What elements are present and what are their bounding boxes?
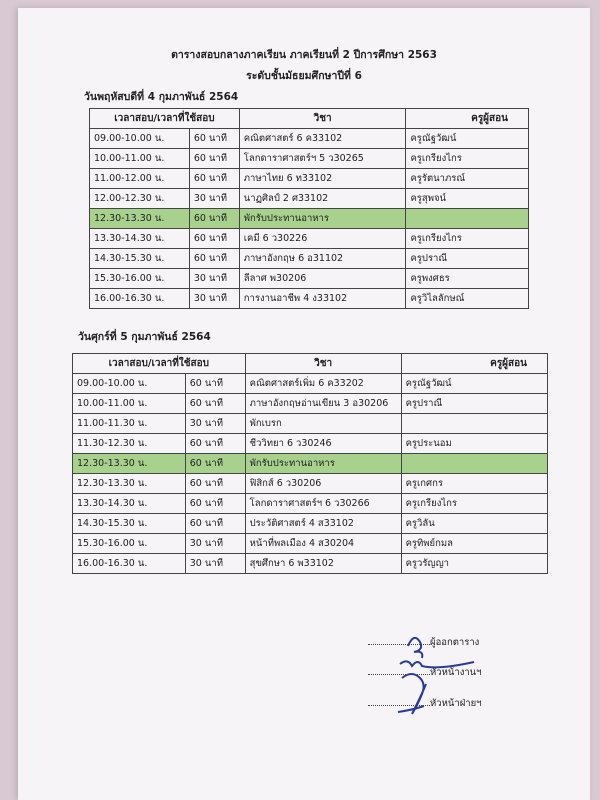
duration-cell: 60 นาที — [189, 229, 239, 249]
time-cell: 15.30-16.00 น. — [73, 534, 186, 554]
time-cell: 13.30-14.30 น. — [90, 229, 190, 249]
duration-cell: 30 นาที — [189, 189, 239, 209]
teacher-cell: ครูณัฐวัฒน์ — [401, 374, 547, 394]
document-page — [18, 8, 590, 800]
subject-cell: สุขศึกษา 6 พ33102 — [245, 554, 401, 574]
teacher-cell: ครูปราณี — [406, 249, 529, 269]
table-row — [73, 514, 548, 534]
table-row — [90, 149, 529, 169]
table-row — [73, 474, 548, 494]
header-time: เวลาสอบ/เวลาที่ใช้สอบ — [90, 109, 240, 129]
signature-role-label: หัวหน้าฝ่ายฯ — [430, 698, 482, 709]
teacher-cell — [401, 414, 547, 434]
duration-cell: 60 นาที — [189, 209, 239, 229]
duration-cell: 30 นาที — [189, 289, 239, 309]
teacher-cell: ครูพงศธร — [406, 269, 529, 289]
teacher-cell: ครูเกรียงไกร — [406, 229, 529, 249]
table-row — [90, 129, 529, 149]
time-cell: 09.00-10.00 น. — [73, 374, 186, 394]
duration-cell: 60 นาที — [185, 514, 245, 534]
teacher-cell: ครูวรัญญา — [401, 554, 547, 574]
subject-cell: การงานอาชีพ 4 ง33102 — [239, 289, 406, 309]
duration-cell: 30 นาที — [185, 554, 245, 574]
table-row — [73, 394, 548, 414]
time-cell: 11.00-12.00 น. — [90, 169, 190, 189]
time-cell: 10.00-11.00 น. — [90, 149, 190, 169]
subject-cell: โลกดาราศาสตร์ฯ 6 ว30266 — [245, 494, 401, 514]
subject-cell: คณิตศาสตร์ 6 ค33102 — [239, 129, 406, 149]
table-row — [73, 454, 548, 474]
duration-cell: 60 นาที — [185, 394, 245, 414]
teacher-cell: ครูรัตนาภรณ์ — [406, 169, 529, 189]
subject-cell: เคมี 6 ว30226 — [239, 229, 406, 249]
time-cell: 14.30-15.30 น. — [73, 514, 186, 534]
table-row — [90, 189, 529, 209]
document-subtitle: ระดับชั้นมัธยมศึกษาปีที่ 6 — [246, 70, 362, 82]
day1-exam-table — [89, 108, 529, 309]
table-row — [90, 169, 529, 189]
teacher-cell: ครูณัฐวัฒน์ — [406, 129, 529, 149]
teacher-cell: ครูปราณี — [401, 394, 547, 414]
time-cell: 16.00-16.30 น. — [90, 289, 190, 309]
duration-cell: 60 นาที — [189, 129, 239, 149]
subject-cell: ภาษาไทย 6 ท33102 — [239, 169, 406, 189]
table-row — [90, 229, 529, 249]
header-teacher: ครูผู้สอน — [401, 354, 547, 374]
teacher-cell: ครูทิพย์กมล — [401, 534, 547, 554]
subject-cell: ชีววิทยา 6 ว30246 — [245, 434, 401, 454]
duration-cell: 60 นาที — [189, 249, 239, 269]
table-row — [73, 374, 548, 394]
header-teacher: ครูผู้สอน — [406, 109, 529, 129]
teacher-cell: ครูประนอม — [401, 434, 547, 454]
header-subject: วิชา — [245, 354, 401, 374]
handwritten-signature — [378, 618, 488, 728]
subject-cell: หน้าที่พลเมือง 4 ส30204 — [245, 534, 401, 554]
subject-cell: พักรับประทานอาหาร — [245, 454, 401, 474]
subject-cell: โลกดาราศาสตร์ฯ 5 ว30265 — [239, 149, 406, 169]
subject-cell: นาฏศิลป์ 2 ศ33102 — [239, 189, 406, 209]
subject-cell: ประวัติศาสตร์ 4 ส33102 — [245, 514, 401, 534]
table-header-row — [90, 109, 529, 129]
duration-cell: 60 นาที — [189, 149, 239, 169]
time-cell: 12.30-13.30 น. — [73, 454, 186, 474]
duration-cell: 60 นาที — [185, 474, 245, 494]
table-row — [73, 554, 548, 574]
teacher-cell: ครูเกรียงไกร — [401, 494, 547, 514]
time-cell: 10.00-11.00 น. — [73, 394, 186, 414]
subject-cell: ภาษาอังกฤษอ่านเขียน 3 อ30206 — [245, 394, 401, 414]
header-time: เวลาสอบ/เวลาที่ใช้สอบ — [73, 354, 246, 374]
duration-cell: 30 นาที — [185, 414, 245, 434]
time-cell: 11.00-11.30 น. — [73, 414, 186, 434]
table-row — [73, 414, 548, 434]
subject-cell: พักเบรก — [245, 414, 401, 434]
time-cell: 12.30-13.30 น. — [73, 474, 186, 494]
teacher-cell: ครูเกศกร — [401, 474, 547, 494]
subject-cell: ภาษาอังกฤษ 6 อ31102 — [239, 249, 406, 269]
teacher-cell: ครูวิลัน — [401, 514, 547, 534]
duration-cell: 60 นาที — [185, 454, 245, 474]
teacher-cell — [406, 209, 529, 229]
subject-cell: ฟิสิกส์ 6 ว30206 — [245, 474, 401, 494]
table-row — [73, 434, 548, 454]
table-row — [90, 269, 529, 289]
teacher-cell: ครูเกรียงไกร — [406, 149, 529, 169]
time-cell: 12.00-12.30 น. — [90, 189, 190, 209]
duration-cell: 60 นาที — [185, 434, 245, 454]
duration-cell: 60 นาที — [185, 494, 245, 514]
signature-role-label: หัวหน้างานฯ — [430, 667, 482, 678]
table-row — [73, 534, 548, 554]
table-row — [90, 209, 529, 229]
table-row — [90, 289, 529, 309]
teacher-cell: ครูวิไลลักษณ์ — [406, 289, 529, 309]
time-cell: 12.30-13.30 น. — [90, 209, 190, 229]
time-cell: 14.30-15.30 น. — [90, 249, 190, 269]
duration-cell: 30 นาที — [185, 534, 245, 554]
table-row — [90, 249, 529, 269]
table-header-row — [73, 354, 548, 374]
day2-label: วันศุกร์ที่ 5 กุมภาพันธ์ 2564 — [78, 331, 211, 343]
teacher-cell — [401, 454, 547, 474]
time-cell: 13.30-14.30 น. — [73, 494, 186, 514]
day1-label: วันพฤหัสบดีที่ 4 กุมภาพันธ์ 2564 — [84, 91, 239, 103]
duration-cell: 60 นาที — [185, 374, 245, 394]
time-cell: 16.00-16.30 น. — [73, 554, 186, 574]
time-cell: 11.30-12.30 น. — [73, 434, 186, 454]
duration-cell: 60 นาที — [189, 169, 239, 189]
header-subject: วิชา — [239, 109, 406, 129]
signature-role-label: ผู้ออกตาราง — [430, 637, 480, 648]
day2-exam-table — [72, 353, 548, 574]
time-cell: 09.00-10.00 น. — [90, 129, 190, 149]
duration-cell: 30 นาที — [189, 269, 239, 289]
teacher-cell: ครูสุพจน์ — [406, 189, 529, 209]
subject-cell: คณิตศาสตร์เพิ่ม 6 ค33202 — [245, 374, 401, 394]
document-title: ตารางสอบกลางภาคเรียน ภาคเรียนที่ 2 ปีการศึกษา 2563 — [171, 49, 437, 61]
time-cell: 15.30-16.00 น. — [90, 269, 190, 289]
table-row — [73, 494, 548, 514]
subject-cell: ลีลาศ พ30206 — [239, 269, 406, 289]
subject-cell: พักรับประทานอาหาร — [239, 209, 406, 229]
